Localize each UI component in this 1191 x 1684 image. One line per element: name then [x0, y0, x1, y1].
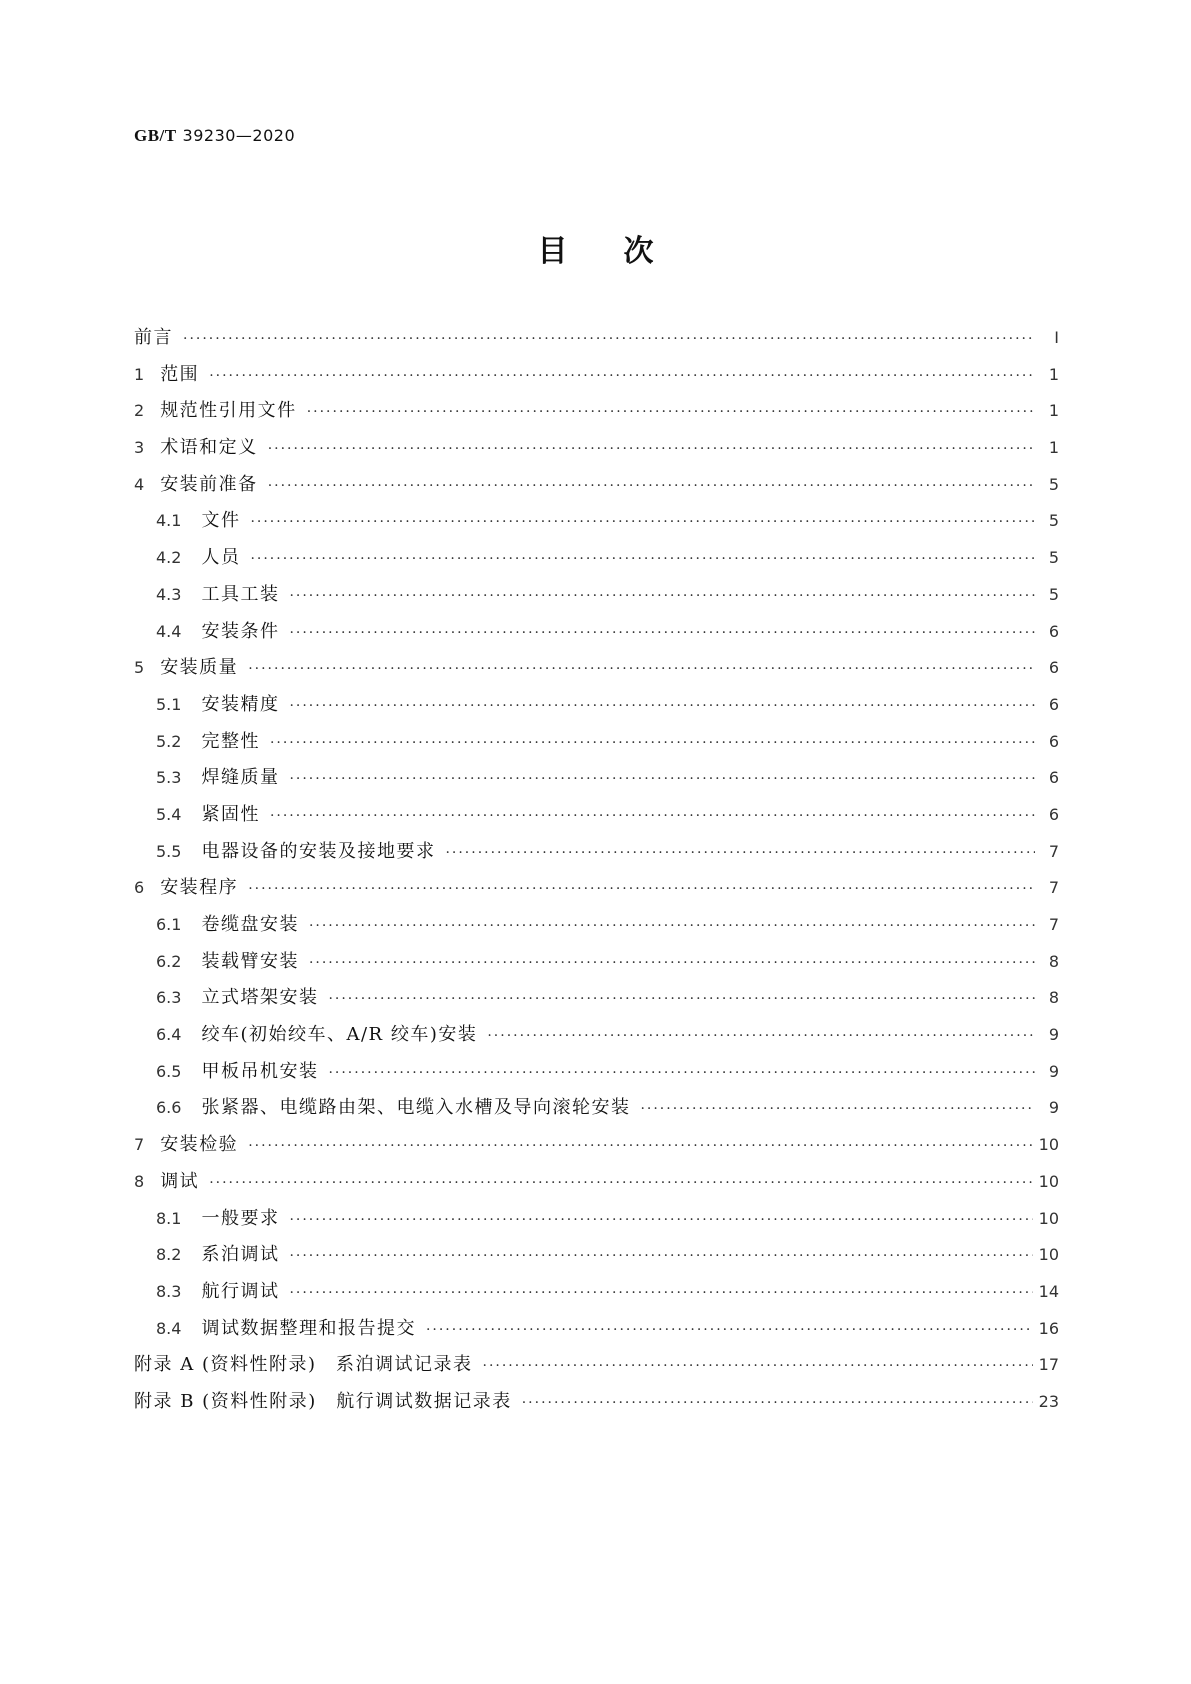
toc-entry[interactable] — [134, 1314, 1059, 1351]
toc-entry-page: 1 — [1048, 438, 1059, 458]
toc-entry-label: 文件 — [201, 510, 241, 532]
toc-entry-page: 6 — [1048, 694, 1059, 714]
toc-entry-page: 14 — [1038, 1281, 1059, 1301]
toc-entry-page: 23 — [1038, 1391, 1059, 1411]
toc-entry-page: 6 — [1048, 804, 1059, 824]
toc-entry[interactable] — [134, 396, 1059, 433]
toc-entry-page: 10 — [1038, 1245, 1059, 1265]
toc-entry-number: 6 — [134, 878, 145, 898]
dot-leader — [307, 404, 1035, 420]
dot-leader — [289, 1212, 1032, 1228]
toc-entry-page: 10 — [1038, 1135, 1059, 1155]
dot-leader — [270, 808, 1035, 824]
toc-entry-label: 系泊调试 — [201, 1244, 280, 1266]
toc-entry-page: 7 — [1048, 841, 1059, 861]
toc-entry[interactable] — [134, 800, 1059, 837]
toc-entry[interactable] — [134, 1130, 1059, 1167]
dot-leader — [487, 1028, 1035, 1044]
toc-entry[interactable] — [134, 1277, 1059, 1314]
toc-entry[interactable] — [134, 1167, 1059, 1204]
dot-leader — [289, 588, 1035, 604]
toc-entry-number: 7 — [134, 1135, 145, 1155]
dot-leader — [268, 478, 1035, 494]
dot-leader — [250, 514, 1035, 530]
toc-entry-label: 装载臂安装 — [201, 950, 299, 972]
toc-entry[interactable] — [134, 1240, 1059, 1277]
toc-entry-number: 6.1 — [156, 915, 182, 934]
toc-entry-label: 电器设备的安装及接地要求 — [201, 840, 436, 862]
toc-entry-number: 8.2 — [156, 1245, 182, 1265]
toc-entry-page: 7 — [1048, 878, 1059, 898]
dot-leader — [289, 1285, 1032, 1301]
toc-entry[interactable] — [134, 727, 1059, 764]
toc-entry-number: 5.4 — [156, 804, 182, 824]
dot-leader — [289, 771, 1035, 787]
toc-entry[interactable] — [134, 470, 1059, 507]
toc-entry-page: 9 — [1048, 1061, 1059, 1081]
toc-entry[interactable] — [134, 763, 1059, 800]
toc-entry-page: 1 — [1048, 364, 1059, 384]
toc-entry[interactable] — [134, 947, 1059, 984]
toc-entry-page: 6 — [1048, 768, 1059, 788]
toc-entry-number: 2 — [134, 401, 145, 421]
toc-entry-label: 完整性 — [201, 730, 260, 752]
toc-entry[interactable] — [134, 653, 1059, 690]
dot-leader — [289, 698, 1035, 714]
toc-entry[interactable] — [134, 360, 1059, 397]
toc-entry-page: 8 — [1048, 988, 1059, 1008]
dot-leader — [309, 955, 1035, 971]
toc-entry-number: 6.6 — [156, 1098, 182, 1118]
toc-entry-label: 航行调试 — [201, 1280, 280, 1302]
toc-entry-page: 10 — [1038, 1171, 1059, 1191]
toc-entry-label: 一般要求 — [201, 1207, 280, 1229]
dot-leader — [250, 551, 1035, 567]
dot-leader — [268, 441, 1035, 457]
toc-entry[interactable] — [134, 873, 1059, 910]
toc-entry-number: 4.1 — [156, 511, 182, 531]
toc-entry[interactable] — [134, 1350, 1059, 1387]
toc-entry-number: 4 — [134, 474, 145, 494]
dot-leader — [270, 735, 1035, 751]
dot-leader — [289, 1248, 1032, 1264]
dot-leader — [328, 1065, 1035, 1081]
toc-entry[interactable] — [134, 617, 1059, 654]
standard-number: 39230—2020 — [182, 126, 296, 145]
dot-leader — [522, 1395, 1033, 1411]
toc-entry-number: 3 — [134, 438, 145, 458]
toc-entry-page: 6 — [1048, 621, 1059, 641]
dot-leader — [309, 918, 1035, 934]
toc-entry-label: 规范性引用文件 — [160, 400, 297, 422]
toc-entry-page: 16 — [1038, 1318, 1059, 1338]
toc-entry-label: 附录 A (资料性附录) 系泊调试记录表 — [134, 1354, 473, 1376]
dot-leader — [248, 1138, 1032, 1154]
toc-entry-number: 5 — [134, 658, 145, 678]
toc-entry-label: 附录 B (资料性附录) 航行调试数据记录表 — [134, 1390, 512, 1412]
toc-entry-number: 5.2 — [156, 731, 182, 751]
toc-entry-page: 17 — [1038, 1355, 1059, 1375]
toc-entry-number: 1 — [134, 364, 145, 384]
toc-entry-label: 安装程序 — [160, 877, 239, 899]
toc-entry-number: 6.2 — [156, 951, 182, 971]
toc-entry-number: 8.3 — [156, 1281, 182, 1301]
toc-entry-label: 安装检验 — [160, 1134, 239, 1156]
toc-entry-label: 绞车(初始绞车、A/R 绞车)安装 — [201, 1024, 478, 1046]
toc-entry[interactable] — [134, 1387, 1059, 1424]
toc-entry-number: 5.1 — [156, 694, 182, 714]
toc-entry-number: 5.5 — [156, 841, 182, 861]
toc-entry-page: 5 — [1048, 584, 1059, 604]
page-title: 目次 — [537, 234, 710, 269]
dot-leader — [640, 1101, 1035, 1117]
toc-entry-page: Ⅰ — [1054, 328, 1059, 347]
toc-entry-number: 6.5 — [156, 1061, 182, 1081]
toc-entry-page: 1 — [1048, 401, 1059, 421]
toc-entry-label: 安装精度 — [201, 693, 280, 715]
toc-entry[interactable] — [134, 1057, 1059, 1094]
standard-header — [134, 126, 295, 146]
toc-entry-label: 术语和定义 — [160, 437, 258, 459]
dot-leader — [483, 1358, 1033, 1374]
toc-entry-page: 5 — [1048, 548, 1059, 568]
toc-entry-page: 9 — [1048, 1098, 1059, 1118]
toc-entry-label: 安装前准备 — [160, 473, 258, 495]
dot-leader — [328, 991, 1035, 1007]
toc-entry-page: 9 — [1048, 1025, 1059, 1045]
dot-leader — [209, 1175, 1032, 1191]
toc-entry[interactable] — [134, 1093, 1059, 1130]
toc-entry[interactable] — [134, 580, 1059, 617]
toc-entry[interactable] — [134, 506, 1059, 543]
toc-entry[interactable] — [134, 837, 1059, 874]
toc-entry-label: 紧固性 — [201, 803, 260, 825]
toc-entry-page: 10 — [1038, 1208, 1059, 1228]
dot-leader — [183, 331, 1035, 347]
toc-entry-number: 8 — [134, 1171, 145, 1191]
toc-entry-label: 安装质量 — [160, 657, 239, 679]
dot-leader — [209, 368, 1035, 384]
toc-entry-label: 安装条件 — [201, 620, 280, 642]
toc-entry-number: 4.2 — [156, 548, 182, 568]
toc-entry-number: 4.4 — [156, 621, 182, 641]
standard-code: GB/T — [134, 126, 177, 145]
toc-entry-number: 6.4 — [156, 1025, 182, 1045]
toc-entry[interactable] — [134, 543, 1059, 580]
toc-entry-page: 5 — [1048, 511, 1059, 531]
toc-entry-label: 甲板吊机安装 — [201, 1060, 319, 1082]
toc-entry-page: 6 — [1048, 731, 1059, 751]
toc-entry[interactable] — [134, 910, 1059, 947]
toc-entry-label: 前言 — [134, 327, 173, 348]
toc-entry-label: 人员 — [201, 547, 241, 569]
toc-entry-label: 焊缝质量 — [201, 767, 280, 789]
toc-entry-number: 8.4 — [156, 1318, 182, 1338]
toc-entry[interactable] — [134, 433, 1059, 470]
toc-entry-label: 范围 — [160, 363, 200, 385]
toc-entry-number: 8.1 — [156, 1208, 182, 1228]
toc-entry[interactable] — [134, 1204, 1059, 1241]
toc-entry-label: 卷缆盘安装 — [201, 914, 299, 935]
dot-leader — [426, 1322, 1033, 1338]
toc-entry-label: 调试数据整理和报告提交 — [201, 1317, 416, 1339]
toc-entry[interactable] — [134, 983, 1059, 1020]
toc-entry-label: 张紧器、电缆路由架、电缆入水槽及导向滚轮安装 — [201, 1097, 631, 1119]
toc-entry-page: 5 — [1048, 474, 1059, 494]
toc-entry-page: 7 — [1048, 915, 1059, 934]
toc-entry-label: 立式塔架安装 — [201, 987, 319, 1009]
toc-entry[interactable] — [134, 1020, 1059, 1057]
toc-entry-number: 4.3 — [156, 584, 182, 604]
dot-leader — [248, 881, 1035, 897]
toc-entry[interactable] — [134, 690, 1059, 727]
dot-leader — [445, 845, 1035, 861]
toc-entry-number: 5.3 — [156, 768, 182, 788]
toc-entry-page: 6 — [1048, 658, 1059, 678]
dot-leader — [248, 661, 1035, 677]
toc-entry-label: 调试 — [160, 1170, 200, 1192]
toc-entry-number: 6.3 — [156, 988, 182, 1008]
toc-entry[interactable] — [134, 323, 1059, 360]
toc-entry-label: 工具工装 — [201, 583, 280, 605]
dot-leader — [289, 625, 1035, 641]
toc-entry-page: 8 — [1048, 951, 1059, 971]
table-of-contents — [134, 323, 1059, 1424]
